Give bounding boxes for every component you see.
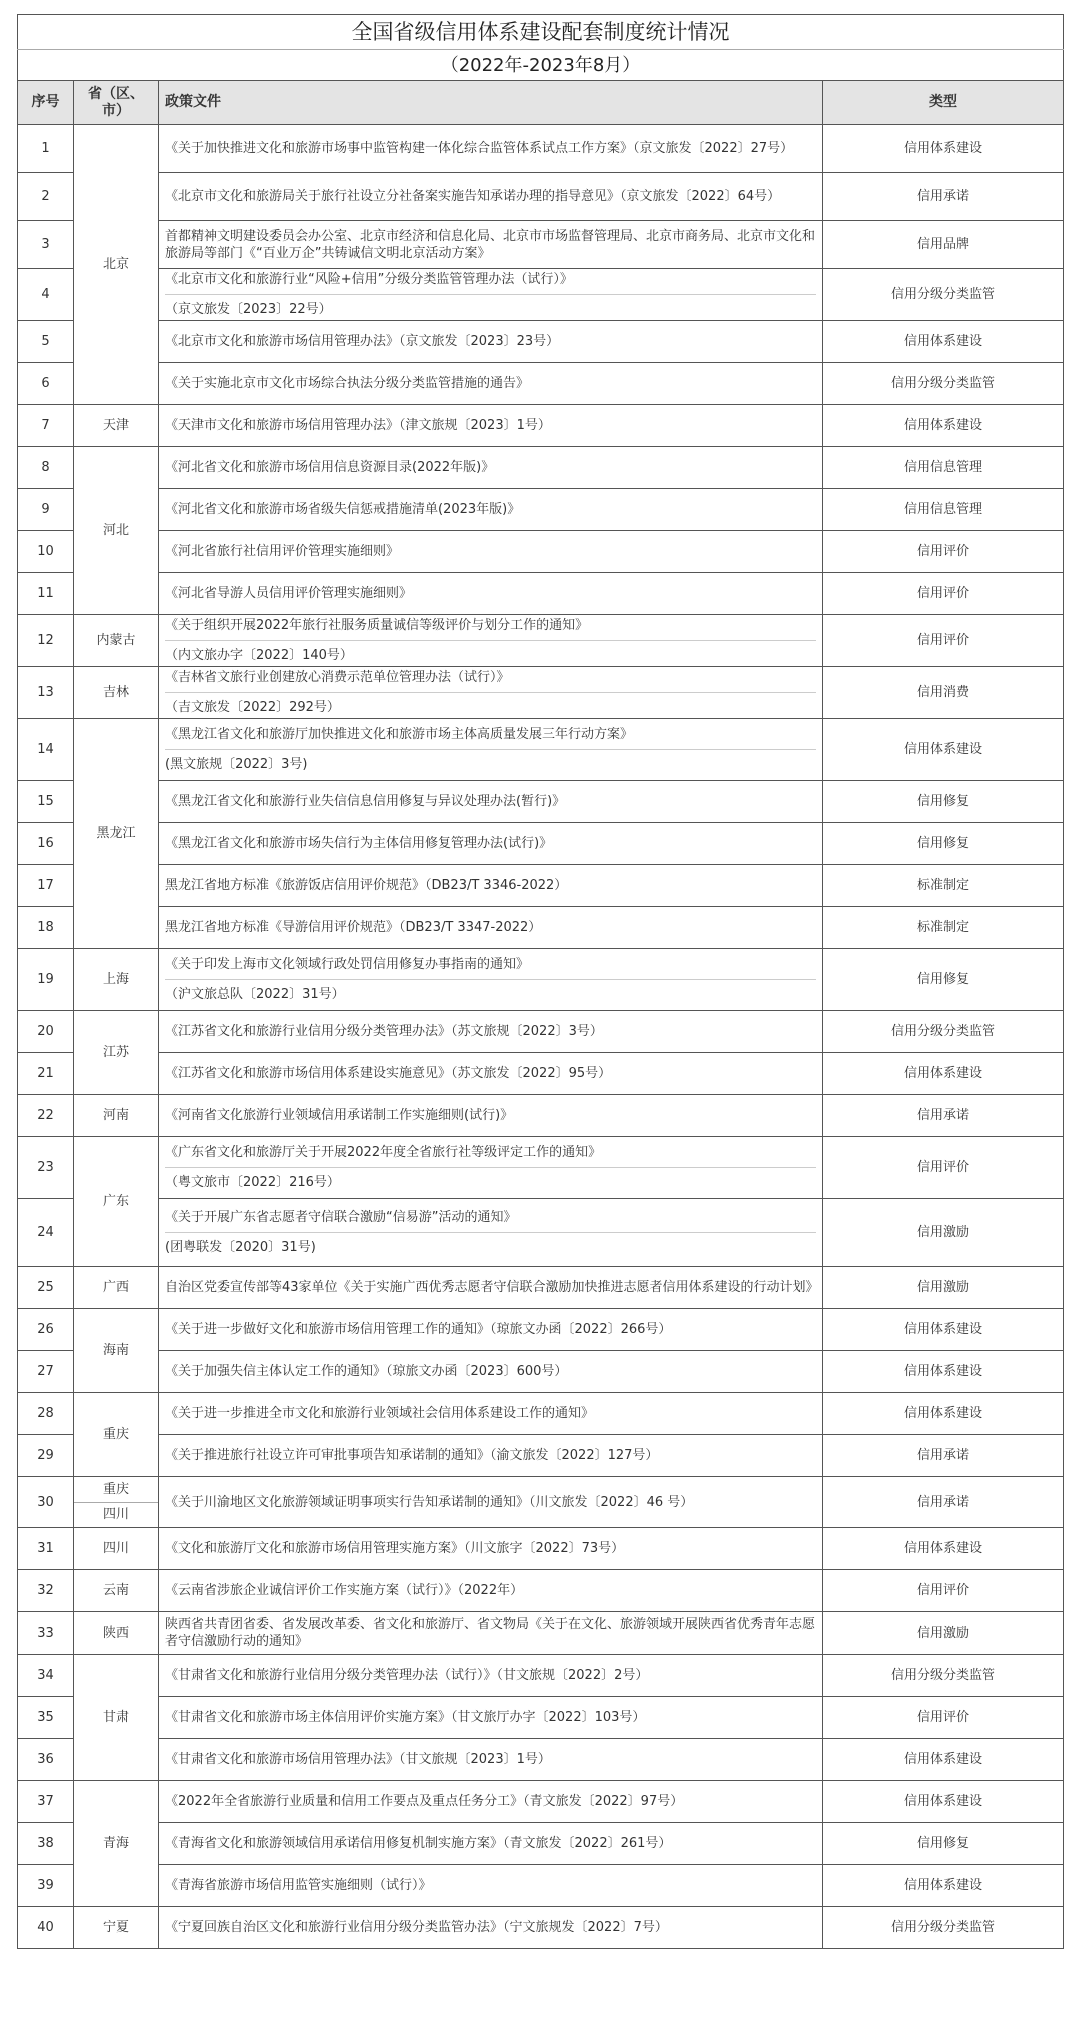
table-row [18,1907,1064,1949]
table-body [18,125,1064,1949]
policy-text: 黑龙江省地方标准《旅游饭店信用评价规范》（DB23/T 3346-2022） [165,878,568,893]
table-row [18,1137,1064,1199]
type-cell: 信用消费 [823,667,1064,719]
policy-text: 《黑龙江省文化和旅游厅加快推进文化和旅游市场主体高质量发展三年行动方案》 [165,727,634,742]
type-cell: 信用分级分类监管 [823,269,1064,321]
row-number: 20 [18,1011,74,1053]
policy-cell [159,221,823,269]
table-row [18,489,1064,531]
table-row [18,667,1064,719]
row-number: 15 [18,781,74,823]
row-number: 8 [18,447,74,489]
province-cell: 甘肃 [74,1655,159,1781]
row-number: 19 [18,949,74,1011]
policy-cell [159,573,823,615]
province-cell: 江苏 [74,1011,159,1095]
policy-cell [159,125,823,173]
table-row [18,781,1064,823]
table-row [18,1477,1064,1528]
row-number: 22 [18,1095,74,1137]
province-cell: 上海 [74,949,159,1011]
type-cell: 信用体系建设 [823,1393,1064,1435]
policy-cell [159,1267,823,1309]
row-number: 26 [18,1309,74,1351]
type-cell: 信用体系建设 [823,1528,1064,1570]
province-cell: 宁夏 [74,1907,159,1949]
row-number: 24 [18,1199,74,1267]
province-name: 重庆 [74,1477,158,1503]
type-cell: 信用承诺 [823,1095,1064,1137]
type-cell: 信用评价 [823,1570,1064,1612]
province-cell: 吉林 [74,667,159,719]
policy-cell [159,1781,823,1823]
row-number: 32 [18,1570,74,1612]
policy-text: 黑龙江省地方标准《导游信用评价规范》（DB23/T 3347-2022） [165,920,542,935]
policy-text: 《青海省旅游市场信用监管实施细则（试行）》 [165,1878,432,1893]
province-cell: 陕西 [74,1612,159,1655]
policy-text: 陕西省共青团省委、省发展改革委、省文化和旅游厅、省文物局《关于在文化、旅游领域开展陕西省优秀青年志愿者守信激励行动的通知》 [165,1617,816,1649]
type-cell: 信用评价 [823,1697,1064,1739]
type-cell: 信用体系建设 [823,1351,1064,1393]
type-cell: 信用体系建设 [823,1053,1064,1095]
table-row [18,865,1064,907]
table-row [18,1655,1064,1697]
policy-text: 《关于进一步做好文化和旅游市场信用管理工作的通知》（琼旅文办函〔2022〕266号） [165,1322,672,1337]
row-number: 39 [18,1865,74,1907]
header-province: 省（区、市） [74,81,159,125]
type-cell: 标准制定 [823,907,1064,949]
policy-cell [159,1528,823,1570]
province-cell: 广西 [74,1267,159,1309]
policy-cell [159,667,823,719]
table-row [18,531,1064,573]
policy-cell [159,1739,823,1781]
row-number: 23 [18,1137,74,1199]
row-number: 16 [18,823,74,865]
policy-cell [159,1435,823,1477]
table-row [18,269,1064,321]
table-row [18,615,1064,667]
province-name: 四川 [102,1507,129,1523]
table-row [18,1393,1064,1435]
row-number: 1 [18,125,74,173]
row-number: 13 [18,667,74,719]
policy-text: 《天津市文化和旅游市场信用管理办法》（津文旅规〔2023〕1号） [165,418,551,433]
type-cell: 信用品牌 [823,221,1064,269]
policy-text: 《北京市文化和旅游市场信用管理办法》（京文旅发〔2023〕23号） [165,334,560,349]
policy-cell [159,269,823,321]
row-number: 5 [18,321,74,363]
table-row [18,1199,1064,1267]
row-number: 37 [18,1781,74,1823]
type-cell: 信用体系建设 [823,719,1064,781]
policy-text: 《关于推进旅行社设立许可审批事项告知承诺制的通知》（渝文旅发〔2022〕127号） [165,1448,659,1463]
row-number: 25 [18,1267,74,1309]
row-number: 33 [18,1612,74,1655]
table-row [18,1011,1064,1053]
province-split [74,1477,158,1527]
table-row [18,1697,1064,1739]
table-row [18,321,1064,363]
row-number: 4 [18,269,74,321]
policy-cell [159,1570,823,1612]
policy-table [17,14,1064,1949]
type-cell: 信用分级分类监管 [823,1907,1064,1949]
type-cell: 信用信息管理 [823,489,1064,531]
policy-cell [159,1477,823,1528]
policy-text: 《关于组织开展2022年旅行社服务质量诚信等级评价与划分工作的通知》 [165,618,589,633]
policy-cell [159,1351,823,1393]
policy-cell [159,489,823,531]
type-cell: 信用修复 [823,1823,1064,1865]
row-number: 35 [18,1697,74,1739]
policy-cell [159,1309,823,1351]
policy-cell [159,405,823,447]
province-cell: 河北 [74,447,159,615]
policy-text: （吉文旅发〔2022〕292号） [165,692,816,716]
row-number: 36 [18,1739,74,1781]
policy-text: 《云南省涉旅企业诚信评价工作实施方案（试行）》（2022年） [165,1583,524,1598]
row-number: 6 [18,363,74,405]
type-cell: 信用信息管理 [823,447,1064,489]
policy-text: 《宁夏回族自治区文化和旅游行业信用分级分类监管办法》（宁文旅规发〔2022〕7号） [165,1920,668,1935]
row-number: 17 [18,865,74,907]
table-row [18,1739,1064,1781]
row-number: 38 [18,1823,74,1865]
type-cell: 标准制定 [823,865,1064,907]
row-number: 3 [18,221,74,269]
table-row [18,221,1064,269]
policy-text: 《河南省文化旅游行业领域信用承诺制工作实施细则(试行)》 [165,1108,514,1123]
row-number: 18 [18,907,74,949]
table-row [18,447,1064,489]
table-row [18,1351,1064,1393]
policy-cell [159,1612,823,1655]
policy-text: 《广东省文化和旅游厅关于开展2022年度全省旅行社等级评定工作的通知》 [165,1145,602,1160]
policy-cell [159,1199,823,1267]
type-cell: 信用承诺 [823,1477,1064,1528]
policy-text: 《关于加快推进文化和旅游市场事中监管构建一体化综合监管体系试点工作方案》（京文旅发〔2022〕27号） [165,141,794,156]
row-number: 34 [18,1655,74,1697]
table-row [18,1435,1064,1477]
province-cell: 广东 [74,1137,159,1267]
policy-text: 《黑龙江省文化和旅游市场失信行为主体信用修复管理办法(试行)》 [165,836,553,851]
policy-text: 《关于进一步推进全市文化和旅游行业领域社会信用体系建设工作的通知》 [165,1406,595,1421]
type-cell: 信用修复 [823,823,1064,865]
policy-text: 《江苏省文化和旅游行业信用分级分类管理办法》（苏文旅规〔2022〕3号） [165,1024,603,1039]
policy-cell [159,1823,823,1865]
policy-text: 《关于开展广东省志愿者守信联合激励“信易游”活动的通知》 [165,1210,517,1225]
row-number: 21 [18,1053,74,1095]
province-cell: 青海 [74,1781,159,1907]
table-row [18,907,1064,949]
policy-cell [159,1053,823,1095]
type-cell: 信用体系建设 [823,1865,1064,1907]
policy-cell [159,363,823,405]
policy-text: 《2022年全省旅游行业质量和信用工作要点及重点任务分工》（青文旅发〔2022〕97号） [165,1794,684,1809]
type-cell: 信用激励 [823,1267,1064,1309]
type-cell: 信用分级分类监管 [823,1011,1064,1053]
table-title: 全国省级信用体系建设配套制度统计情况 [18,15,1064,50]
policy-cell [159,1655,823,1697]
row-number: 7 [18,405,74,447]
row-number: 29 [18,1435,74,1477]
policy-cell [159,781,823,823]
type-cell: 信用体系建设 [823,405,1064,447]
policy-text: (团粤联发〔2020〕31号) [165,1232,816,1256]
row-number: 27 [18,1351,74,1393]
policy-cell [159,865,823,907]
table-row [18,363,1064,405]
policy-text: 《青海省文化和旅游领域信用承诺信用修复机制实施方案》（青文旅发〔2022〕261号） [165,1836,672,1851]
province-cell: 海南 [74,1309,159,1393]
row-number: 10 [18,531,74,573]
province-cell: 云南 [74,1570,159,1612]
table-row [18,823,1064,865]
policy-statistics-sheet [17,14,1063,1949]
table-row [18,125,1064,173]
type-cell: 信用体系建设 [823,1309,1064,1351]
policy-text: 《甘肃省文化和旅游市场信用管理办法》（甘文旅规〔2023〕1号） [165,1752,551,1767]
row-number: 2 [18,173,74,221]
policy-cell [159,907,823,949]
policy-text: 《甘肃省文化和旅游市场主体信用评价实施方案》（甘文旅厅办字〔2022〕103号） [165,1710,646,1725]
province-cell: 内蒙古 [74,615,159,667]
policy-text: 首都精神文明建设委员会办公室、北京市经济和信息化局、北京市市场监督管理局、北京市商务局、北京市文化和旅游局等部门《“百业万企”共铸诚信文明北京活动方案》 [165,228,816,261]
table-row [18,1095,1064,1137]
policy-cell [159,173,823,221]
type-cell: 信用分级分类监管 [823,1655,1064,1697]
type-cell: 信用评价 [823,615,1064,667]
table-row [18,1823,1064,1865]
header-no: 序号 [18,81,74,125]
type-cell: 信用分级分类监管 [823,363,1064,405]
table-row [18,1267,1064,1309]
policy-cell [159,1011,823,1053]
type-cell: 信用激励 [823,1199,1064,1267]
table-row [18,405,1064,447]
table-row [18,1309,1064,1351]
row-number: 28 [18,1393,74,1435]
policy-text: （粤文旅市〔2022〕216号） [165,1167,816,1191]
type-cell: 信用体系建设 [823,1781,1064,1823]
policy-text: 《河北省文化和旅游市场信用信息资源目录(2022年版)》 [165,460,495,475]
type-cell: 信用体系建设 [823,1739,1064,1781]
policy-text: 《河北省文化和旅游市场省级失信惩戒措施清单(2023年版)》 [165,502,521,517]
policy-text: （沪文旅总队〔2022〕31号） [165,979,816,1003]
policy-cell [159,615,823,667]
table-row [18,949,1064,1011]
province-cell: 北京 [74,125,159,405]
row-number: 40 [18,1907,74,1949]
type-cell: 信用修复 [823,949,1064,1011]
policy-text: 《文化和旅游厅文化和旅游市场信用管理实施方案》（川文旅字〔2022〕73号） [165,1541,625,1556]
type-cell: 信用评价 [823,573,1064,615]
policy-text: 《黑龙江省文化和旅游行业失信信息信用修复与异议处理办法(暂行)》 [165,794,566,809]
row-number: 31 [18,1528,74,1570]
policy-text: 《甘肃省文化和旅游行业信用分级分类管理办法（试行）》（甘文旅规〔2022〕2号） [165,1668,649,1683]
policy-cell [159,949,823,1011]
policy-text: 自治区党委宣传部等43家单位《关于实施广西优秀志愿者守信联合激励加快推进志愿者信用体系建设的行动计划》 [165,1280,819,1295]
header-type: 类型 [823,81,1064,125]
policy-cell [159,447,823,489]
policy-text: （内文旅办字〔2022〕140号） [165,640,816,664]
province-cell: 四川 [74,1528,159,1570]
row-number: 12 [18,615,74,667]
type-cell: 信用修复 [823,781,1064,823]
type-cell: 信用评价 [823,1137,1064,1199]
policy-cell [159,719,823,781]
policy-text: 《河北省旅行社信用评价管理实施细则》 [165,544,400,559]
policy-text: 《北京市文化和旅游行业“风险+信用”分级分类监管管理办法（试行）》 [165,272,573,287]
policy-text: 《吉林省文旅行业创建放心消费示范单位管理办法（试行）》 [165,670,510,685]
policy-text: 《关于加强失信主体认定工作的通知》（琼旅文办函〔2023〕600号） [165,1364,568,1379]
type-cell: 信用承诺 [823,173,1064,221]
row-number: 11 [18,573,74,615]
header-policy: 政策文件 [159,81,823,125]
table-row [18,1865,1064,1907]
policy-cell [159,1095,823,1137]
policy-cell [159,321,823,363]
policy-cell [159,1137,823,1199]
table-row [18,719,1064,781]
row-number: 14 [18,719,74,781]
table-subtitle: （2022年-2023年8月） [18,50,1064,81]
province-cell: 重庆 [74,1393,159,1477]
table-row [18,1053,1064,1095]
policy-cell [159,1907,823,1949]
policy-text: 《河北省导游人员信用评价管理实施细则》 [165,586,413,601]
type-cell: 信用评价 [823,531,1064,573]
province-cell: 黑龙江 [74,719,159,949]
policy-text: （京文旅发〔2023〕22号） [165,294,816,318]
table-row [18,173,1064,221]
type-cell: 信用体系建设 [823,321,1064,363]
table-row [18,1570,1064,1612]
policy-cell [159,1697,823,1739]
province-cell: 天津 [74,405,159,447]
table-row [18,1781,1064,1823]
policy-cell [159,531,823,573]
policy-text: 《江苏省文化和旅游市场信用体系建设实施意见》（苏文旅发〔2022〕95号） [165,1066,612,1081]
policy-text: 《北京市文化和旅游局关于旅行社设立分社备案实施告知承诺办理的指导意见》（京文旅发〔2022〕64号） [165,189,781,204]
policy-text: 《关于印发上海市文化领域行政处罚信用修复办事指南的通知》 [165,957,530,972]
province-cell: 河南 [74,1095,159,1137]
province-cell [74,1477,159,1528]
policy-cell [159,1393,823,1435]
policy-text: 《关于实施北京市文化市场综合执法分级分类监管措施的通告》 [165,376,530,391]
row-number: 9 [18,489,74,531]
table-row [18,1528,1064,1570]
type-cell: 信用激励 [823,1612,1064,1655]
policy-cell [159,823,823,865]
table-row [18,573,1064,615]
table-row [18,1612,1064,1655]
policy-cell [159,1865,823,1907]
type-cell: 信用体系建设 [823,125,1064,173]
row-number: 30 [18,1477,74,1528]
policy-text: 《关于川渝地区文化旅游领域证明事项实行告知承诺制的通知》（川文旅发〔2022〕46 号） [165,1494,694,1510]
policy-text: (黑文旅规〔2022〕3号) [165,749,816,773]
type-cell: 信用承诺 [823,1435,1064,1477]
